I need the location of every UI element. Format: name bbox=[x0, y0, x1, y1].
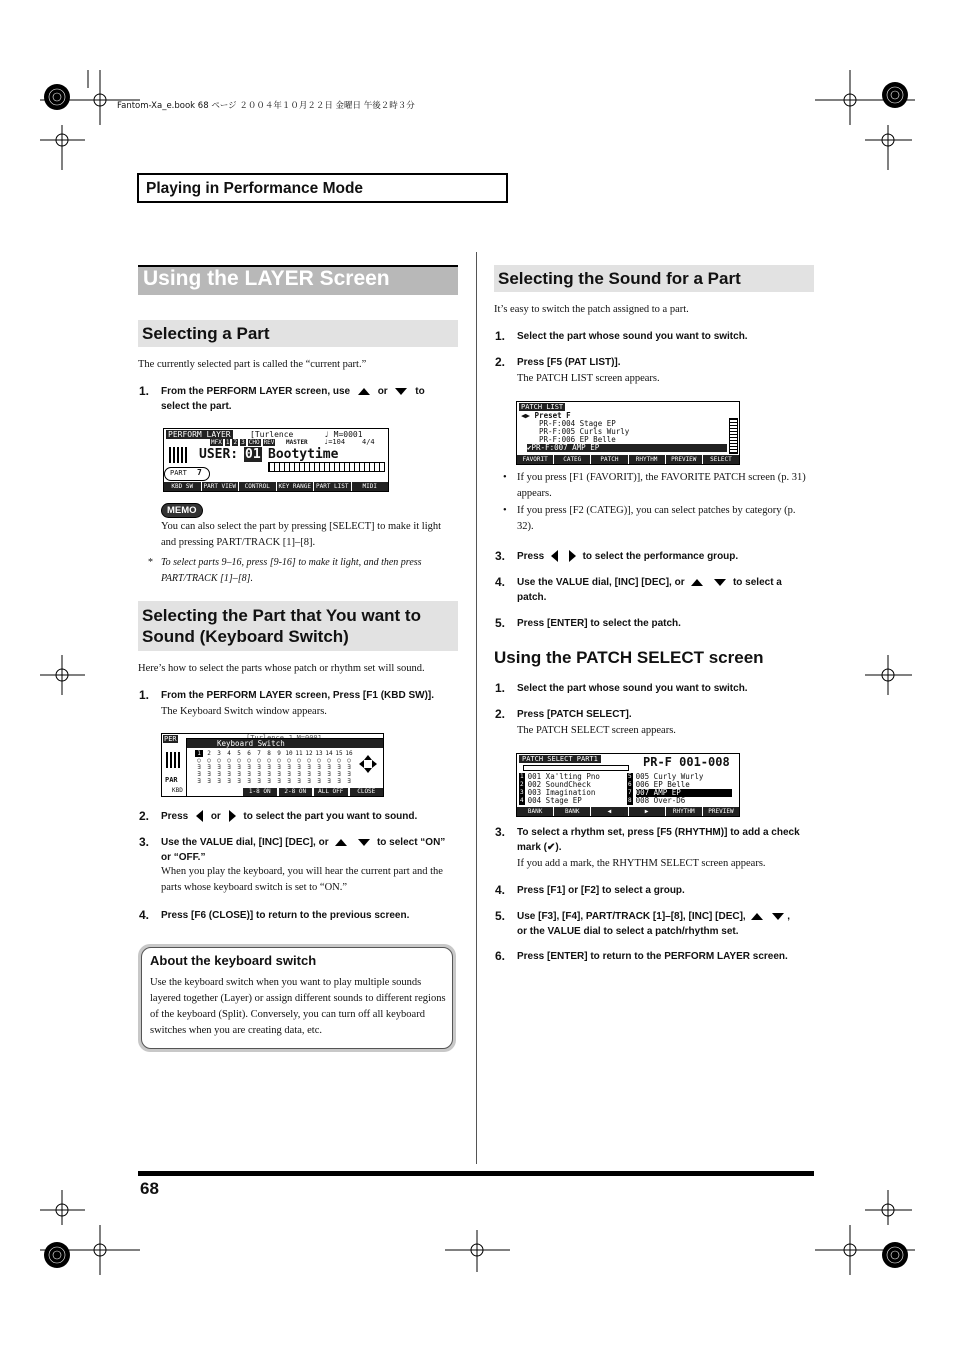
switch-column[interactable] bbox=[335, 750, 343, 785]
step-number: 6. bbox=[495, 949, 506, 963]
step-text: Press [F6 (CLOSE)] to return to the previous screen. bbox=[161, 910, 410, 921]
switch-glyph: ∃ bbox=[217, 778, 221, 785]
part-number-badge: 7 bbox=[628, 789, 632, 796]
switch-glyph: ∃ bbox=[237, 764, 241, 771]
switch-column[interactable] bbox=[315, 750, 323, 785]
switch-glyph: ∃ bbox=[227, 771, 231, 778]
about-title: About the keyboard switch bbox=[150, 953, 317, 968]
patch-item[interactable]: PR-F:005 Curls Wurly bbox=[539, 427, 630, 436]
part-number: 2 bbox=[207, 750, 211, 757]
scrollbar[interactable] bbox=[729, 418, 738, 454]
switch-glyph: ○ bbox=[307, 757, 311, 764]
step-number: 1. bbox=[139, 384, 150, 398]
part-number-badge: 2 bbox=[520, 781, 524, 788]
switch-glyph: ∃ bbox=[267, 764, 271, 771]
switch-column[interactable] bbox=[325, 750, 333, 785]
page-number: 68 bbox=[140, 1179, 159, 1198]
patch-select-screen bbox=[516, 753, 740, 817]
section-title: Selecting the Part that You want to Sound (Keyboard Switch) bbox=[142, 606, 421, 646]
switch-glyph: ∃ bbox=[327, 764, 331, 771]
bank-display: PR-F 001-008 bbox=[643, 755, 730, 769]
performance-name: Bootytime bbox=[268, 447, 339, 462]
patch-column-left bbox=[519, 773, 600, 805]
step-text: Press [F1] or [F2] to select a group. bbox=[517, 885, 685, 896]
down-triangle-icon bbox=[772, 913, 784, 920]
switch-glyph: ○ bbox=[217, 757, 221, 764]
patch-name: 005 Curly Wurly bbox=[635, 772, 704, 781]
switch-glyph: ∃ bbox=[207, 764, 211, 771]
patch-name: 007 AMP EP bbox=[636, 789, 732, 797]
switch-glyph: ∃ bbox=[247, 771, 251, 778]
bg-part-label: PAR bbox=[165, 776, 178, 784]
switch-glyph: ∃ bbox=[317, 778, 321, 785]
footer-rule bbox=[138, 1171, 814, 1176]
switch-glyph: ∃ bbox=[347, 764, 351, 771]
tab-kbd-sw[interactable]: KBD SW bbox=[164, 482, 202, 491]
switch-glyph: ∃ bbox=[207, 771, 211, 778]
step-number: 1. bbox=[495, 329, 506, 343]
memo-badge: MEMO bbox=[161, 503, 203, 518]
switch-glyph: ∃ bbox=[327, 778, 331, 785]
right-triangle-icon bbox=[569, 550, 576, 562]
switch-glyph: ∃ bbox=[207, 778, 211, 785]
tab-key-range[interactable]: KEY RANGE bbox=[277, 482, 315, 491]
bg-title: PER bbox=[164, 735, 177, 743]
bg-bars-icon bbox=[166, 752, 182, 768]
name-tag: [Turlence bbox=[250, 430, 294, 439]
section-selecting-a-part bbox=[138, 320, 458, 347]
up-triangle-icon bbox=[335, 839, 347, 846]
part-number: 15 bbox=[335, 750, 343, 757]
step-text: Press [ENTER] to return to the PERFORM LAYER screen. bbox=[517, 951, 788, 962]
badge: CHO bbox=[248, 439, 260, 446]
chapter-title: Playing in Performance Mode bbox=[146, 180, 364, 197]
note-text: To select parts 9–16, press [9-16] to make it light, and then press PART/TRACK [1]–[8]. bbox=[161, 557, 422, 584]
switch-glyph: ∃ bbox=[317, 771, 321, 778]
switch-glyph: ∃ bbox=[347, 778, 351, 785]
tab-preview[interactable]: PREVIEW bbox=[666, 455, 703, 464]
bg-kbd-label: KBD bbox=[172, 787, 183, 794]
switch-columns bbox=[195, 750, 353, 785]
switch-glyph: ∃ bbox=[337, 778, 341, 785]
patch-name: 008 Over-D6 bbox=[635, 796, 686, 805]
part-number: 8 bbox=[267, 750, 271, 757]
step-text: Press or to select the part you want to sound. bbox=[161, 811, 418, 822]
patch-name: 003 Imagination bbox=[527, 788, 596, 797]
part-number: 5 bbox=[237, 750, 241, 757]
bars-icon bbox=[169, 447, 189, 463]
step-number: 3. bbox=[495, 549, 506, 563]
down-triangle-icon bbox=[395, 388, 407, 395]
badge: MFX bbox=[211, 439, 222, 446]
switch-column[interactable] bbox=[285, 750, 293, 785]
subsection-title: Using the PATCH SELECT screen bbox=[494, 648, 764, 667]
part-number: 3 bbox=[217, 750, 221, 757]
switch-glyph: ∃ bbox=[247, 764, 251, 771]
check-icon: ✔ bbox=[527, 443, 532, 452]
switch-glyph: ∃ bbox=[257, 771, 261, 778]
intro-text: Here’s how to select the parts whose patch or rhythm set will sound. bbox=[138, 663, 425, 674]
tab-control[interactable]: CONTROL bbox=[239, 482, 277, 491]
switch-column[interactable] bbox=[225, 750, 233, 785]
tab-bank-up[interactable]: BANK bbox=[554, 807, 591, 816]
switch-glyph: ∃ bbox=[257, 778, 261, 785]
master-label: MASTER bbox=[286, 439, 308, 446]
switch-glyph: ∃ bbox=[237, 771, 241, 778]
part-number: 11 bbox=[295, 750, 303, 757]
step-number: 5. bbox=[495, 616, 506, 630]
step-number: 1. bbox=[495, 681, 506, 695]
badge: 2 bbox=[233, 439, 238, 446]
step-text: Press [ENTER] to select the patch. bbox=[517, 618, 681, 629]
about-box bbox=[138, 944, 456, 1052]
switch-glyph: ∃ bbox=[217, 764, 221, 771]
step-text: Select the part whose sound you want to switch. bbox=[517, 683, 748, 694]
switch-column[interactable] bbox=[295, 750, 303, 785]
step-number: 5. bbox=[495, 909, 506, 923]
switch-column[interactable] bbox=[235, 750, 243, 785]
left-right-arrow-icon: ◀▶ bbox=[521, 411, 531, 420]
switch-column[interactable] bbox=[265, 750, 273, 785]
patch-item[interactable]: PR-F:004 Stage EP bbox=[539, 419, 616, 428]
step-text: Use the VALUE dial, [INC] [DEC], or to select “ON” or “OFF.” bbox=[161, 837, 446, 863]
step-text: Use [F3], [F4], PART/TRACK [1]–[8], [INC] [DEC], , or the VALUE dial to select a patch/rhythm set. bbox=[517, 911, 791, 937]
patch-name: 006 EP Belle bbox=[635, 780, 690, 789]
switch-glyph: ∃ bbox=[327, 771, 331, 778]
switch-glyph: ∃ bbox=[197, 764, 201, 771]
step-number: 2. bbox=[495, 707, 506, 721]
part-number: 4 bbox=[227, 750, 231, 757]
btn-all-off[interactable]: ALL OFF bbox=[314, 788, 348, 796]
step-text: Use the VALUE dial, [INC] [DEC], or to select a patch. bbox=[517, 577, 782, 603]
up-triangle-icon bbox=[358, 388, 370, 395]
tab-patch[interactable]: PATCH bbox=[591, 455, 628, 464]
down-triangle-icon bbox=[714, 579, 726, 586]
section-title: Selecting the Sound for a Part bbox=[498, 269, 741, 288]
part-number: 13 bbox=[315, 750, 323, 757]
step-number: 1. bbox=[139, 688, 150, 702]
part-number-badge: 4 bbox=[520, 797, 524, 804]
switch-column[interactable] bbox=[215, 750, 223, 785]
switch-glyph: ∃ bbox=[197, 778, 201, 785]
part-number: 9 bbox=[277, 750, 281, 757]
switch-glyph: ∃ bbox=[317, 764, 321, 771]
part-number-badge: 8 bbox=[628, 797, 632, 804]
switch-glyph: ○ bbox=[257, 757, 261, 764]
switch-glyph: ○ bbox=[227, 757, 231, 764]
switch-column[interactable] bbox=[255, 750, 263, 785]
section-keyboard-switch bbox=[138, 601, 458, 651]
step-number: 4. bbox=[139, 908, 150, 922]
window-buttons bbox=[243, 788, 383, 796]
tab-bar bbox=[517, 807, 739, 816]
tab-bar bbox=[517, 455, 739, 464]
keyboard-switch-screen bbox=[161, 733, 384, 797]
switch-glyph: ∃ bbox=[337, 771, 341, 778]
left-triangle-icon bbox=[551, 550, 558, 562]
switch-glyph: ○ bbox=[247, 757, 251, 764]
switch-glyph: ∃ bbox=[277, 764, 281, 771]
step-text: Press [PATCH SELECT]. bbox=[517, 709, 632, 720]
switch-glyph: ○ bbox=[317, 757, 321, 764]
switch-glyph: ∃ bbox=[247, 778, 251, 785]
tab-favorit[interactable]: FAVORIT bbox=[517, 455, 554, 464]
tab-bank-down[interactable]: BANK bbox=[517, 807, 554, 816]
user-label: USER: bbox=[199, 447, 239, 462]
switch-glyph: ∃ bbox=[297, 764, 301, 771]
main-title-bar bbox=[138, 265, 458, 295]
switch-glyph: ∃ bbox=[217, 771, 221, 778]
right-triangle-icon bbox=[229, 810, 236, 822]
step-subtext: The PATCH LIST screen appears. bbox=[517, 373, 660, 384]
switch-column[interactable] bbox=[305, 750, 313, 785]
step-text: To select a rhythm set, press [F5 (RHYTHM)] to add a check mark (✔). bbox=[517, 827, 800, 853]
note-mark: * bbox=[148, 557, 153, 568]
patch-name: 002 SoundCheck bbox=[527, 780, 591, 789]
switch-glyph: ∃ bbox=[267, 771, 271, 778]
tab-midi[interactable]: MIDI bbox=[362, 483, 377, 490]
window bbox=[186, 738, 384, 797]
step-subtext: The PATCH SELECT screen appears. bbox=[517, 725, 676, 736]
patch-row[interactable] bbox=[519, 797, 600, 805]
switch-glyph: ∃ bbox=[287, 764, 291, 771]
patch-item[interactable]: PR-F:006 EP Belle bbox=[539, 435, 616, 444]
tab-select[interactable]: SELECT bbox=[710, 456, 732, 463]
step-number: 2. bbox=[139, 809, 150, 823]
screen-title: PERFORM LAYER bbox=[168, 430, 231, 439]
tempo-value: ♩=104 bbox=[324, 438, 346, 446]
part-number: 7 bbox=[257, 750, 261, 757]
badge: 3 bbox=[241, 439, 245, 446]
switch-glyph: ∃ bbox=[347, 771, 351, 778]
meter-value: 4/4 bbox=[362, 438, 375, 446]
tab-part-view[interactable]: PART VIEW bbox=[202, 482, 240, 491]
part-number: 10 bbox=[285, 750, 293, 757]
step-text: Press [F5 (PAT LIST)]. bbox=[517, 357, 621, 368]
window-title: Keyboard Switch bbox=[187, 739, 384, 748]
switch-column[interactable] bbox=[205, 750, 213, 785]
cursor-icon bbox=[359, 755, 377, 773]
patch-item-selected[interactable]: ✔PR-F:007 AMP EP bbox=[527, 444, 727, 452]
patch-name: 001 Xa'lting Pno bbox=[527, 772, 600, 781]
main-title: Using the LAYER Screen bbox=[143, 267, 390, 290]
switch-glyph: ○ bbox=[287, 757, 291, 764]
switch-column[interactable] bbox=[245, 750, 253, 785]
step-subtext: When you play the keyboard, you will hear the current part and the parts whose keyboard switch is set to “ON.” bbox=[161, 866, 443, 893]
switch-glyph: ∃ bbox=[287, 778, 291, 785]
step-text: Select the part whose sound you want to switch. bbox=[517, 331, 748, 342]
badge: 1 bbox=[225, 439, 230, 446]
progress-bar bbox=[523, 765, 629, 771]
switch-glyph: ∃ bbox=[337, 764, 341, 771]
switch-glyph: ∃ bbox=[267, 778, 271, 785]
step-number: 2. bbox=[495, 355, 506, 369]
switch-glyph: ○ bbox=[327, 757, 331, 764]
down-triangle-icon bbox=[358, 839, 370, 846]
column-divider bbox=[476, 252, 477, 1164]
switch-glyph: ○ bbox=[297, 757, 301, 764]
switch-glyph: ∃ bbox=[237, 778, 241, 785]
step-number: 3. bbox=[495, 825, 506, 839]
section-title: Selecting a Part bbox=[142, 324, 270, 343]
switch-glyph: ∃ bbox=[307, 771, 311, 778]
part-number-badge: 5 bbox=[628, 773, 632, 780]
switch-glyph: ○ bbox=[197, 757, 201, 764]
intro-text: It’s easy to switch the patch assigned to a part. bbox=[494, 304, 689, 315]
tempo-display: ♩ M=0001 bbox=[324, 430, 363, 439]
switch-glyph: ∃ bbox=[197, 771, 201, 778]
part-number: 1 bbox=[195, 750, 203, 757]
part-indicator: PART 7 bbox=[164, 467, 210, 481]
part-number-badge: 6 bbox=[628, 781, 632, 788]
screen-title: PATCH SELECT PART1 bbox=[519, 755, 601, 763]
part-number-badge: 1 bbox=[520, 773, 524, 780]
btn-2-8-on[interactable]: 2-8 ON bbox=[279, 788, 313, 796]
tab-rhythm[interactable]: RHYTHM bbox=[666, 807, 703, 816]
part-number: 6 bbox=[247, 750, 251, 757]
switch-glyph: ∃ bbox=[277, 778, 281, 785]
switch-glyph: ∃ bbox=[227, 778, 231, 785]
step-subtext: If you add a mark, the RHYTHM SELECT screen appears. bbox=[517, 858, 766, 869]
patch-list-screen bbox=[516, 401, 740, 465]
tab-rhythm[interactable]: RHYTHM bbox=[629, 455, 666, 464]
switch-glyph: ∃ bbox=[307, 778, 311, 785]
performance-number: 01 bbox=[245, 447, 261, 462]
memo-text: You can also select the part by pressing [SELECT] to make it light and pressing PART/TRACK [1]–[8]. bbox=[161, 521, 442, 548]
step-number: 3. bbox=[139, 835, 150, 849]
tab-part-list[interactable]: PART LIST bbox=[314, 482, 352, 491]
part-number: 12 bbox=[305, 750, 313, 757]
switch-glyph: ∃ bbox=[297, 778, 301, 785]
step-number: 4. bbox=[495, 575, 506, 589]
part-number: 16 bbox=[345, 750, 353, 757]
step-text: From the PERFORM LAYER screen, use or to select the part. bbox=[161, 386, 425, 412]
switch-glyph: ∃ bbox=[227, 764, 231, 771]
patch-row[interactable] bbox=[627, 797, 732, 805]
badge: REV bbox=[263, 439, 275, 446]
switch-glyph: ○ bbox=[207, 757, 211, 764]
perform-layer-screen bbox=[163, 428, 389, 492]
btn-close[interactable]: CLOSE bbox=[350, 788, 384, 796]
print-header: Fantom-Xa_e.book 68 ページ ２００４年１０月２２日 金曜日 午後２時３分 bbox=[117, 101, 415, 111]
up-triangle-icon bbox=[691, 579, 703, 586]
step-text: Press to select the performance group. bbox=[517, 551, 739, 562]
switch-column[interactable] bbox=[195, 750, 203, 785]
screen-title: PATCH LIST bbox=[521, 403, 564, 411]
switch-column[interactable] bbox=[275, 750, 283, 785]
up-triangle-icon bbox=[751, 913, 763, 920]
keyboard-icon bbox=[268, 462, 385, 472]
switch-glyph: ∃ bbox=[297, 771, 301, 778]
about-text: Use the keyboard switch when you want to play multiple sounds layered together (Layer) or assign different sounds to different regions of the keyboard (Split). Conversely, you can turn off all keyboard switches when you are creating data, etc. bbox=[150, 977, 446, 1036]
switch-glyph: ○ bbox=[237, 757, 241, 764]
intro-text: The currently selected part is called the “current part.” bbox=[138, 359, 367, 370]
group-label: ◀▶ Preset F bbox=[521, 411, 571, 420]
patch-column-right bbox=[627, 773, 732, 805]
switch-glyph: ○ bbox=[267, 757, 271, 764]
part-number: 14 bbox=[325, 750, 333, 757]
tab-preview[interactable]: PREVIEW bbox=[708, 808, 734, 815]
left-triangle-icon bbox=[196, 810, 203, 822]
switch-glyph: ∃ bbox=[257, 764, 261, 771]
switch-glyph: ∃ bbox=[307, 764, 311, 771]
switch-glyph: ∃ bbox=[277, 771, 281, 778]
tab-categ[interactable]: CATEG bbox=[554, 455, 591, 464]
section-selecting-sound bbox=[494, 265, 814, 292]
switch-column[interactable] bbox=[345, 750, 353, 785]
step-subtext: The Keyboard Switch window appears. bbox=[161, 706, 327, 717]
tab-prev[interactable]: ◀ bbox=[591, 807, 628, 816]
switch-glyph: ∃ bbox=[287, 771, 291, 778]
step-number: 4. bbox=[495, 883, 506, 897]
tab-next[interactable]: ▶ bbox=[629, 807, 666, 816]
switch-glyph: ○ bbox=[337, 757, 341, 764]
switch-glyph: ○ bbox=[277, 757, 281, 764]
tab-bar bbox=[164, 482, 388, 491]
patch-name: 004 Stage EP bbox=[527, 796, 582, 805]
btn-1-8-on[interactable]: 1-8 ON bbox=[243, 788, 277, 796]
switch-glyph: ○ bbox=[347, 757, 351, 764]
part-number-badge: 3 bbox=[520, 789, 524, 796]
step-text: From the PERFORM LAYER screen, Press [F1 (KBD SW)]. bbox=[161, 690, 435, 701]
chapter-title-box bbox=[137, 173, 508, 203]
